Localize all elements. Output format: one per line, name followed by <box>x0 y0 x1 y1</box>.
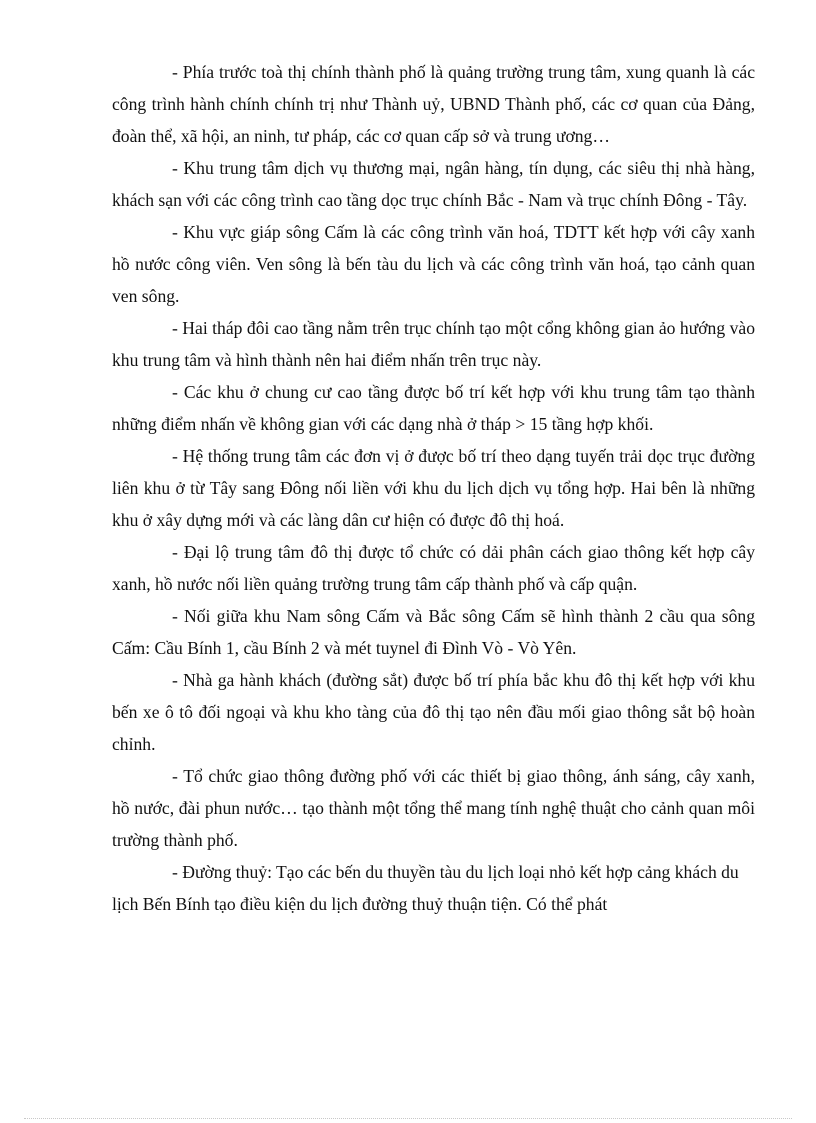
paragraph-city-hall-square: - Phía trước toà thị chính thành phố là quảng trường trung tâm, xung quanh là các công trình hành chính chính trị như Thành uỷ, UBND Thành phố, các cơ quan của Đảng, đoàn thể, xã hội, an ninh, tư pháp, các cơ quan cấp sở và trung ương… <box>112 62 755 146</box>
paragraph-waterway: - Đường thuỷ: Tạo các bến du thuyền tàu du lịch loại nhỏ kết hợp cảng khách du lịch Bến Bính tạo điều kiện du lịch đường thuỷ thuận tiện. Có thể phát <box>112 862 739 914</box>
paragraph-high-rise-apartments: - Các khu ở chung cư cao tầng được bố trí kết hợp với khu trung tâm tạo thành những điểm nhấn về không gian với các dạng nhà ở tháp > 15 tầng hợp khối. <box>112 382 755 434</box>
paragraph-residential-centers: - Hệ thống trung tâm các đơn vị ở được bố trí theo dạng tuyến trải dọc trục đường liên khu ở từ Tây sang Đông nối liền với khu du lịch dịch vụ tổng hợp. Hai bên là những khu ở xây dựng mới và các làng dân cư hiện có được đô thị hoá. <box>112 446 755 530</box>
paragraph-commercial-center: - Khu trung tâm dịch vụ thương mại, ngân hàng, tín dụng, các siêu thị nhà hàng, khách sạn với các công trình cao tầng dọc trục chính Bắc - Nam và trục chính Đông - Tây. <box>112 158 755 210</box>
paragraph-street-traffic: - Tổ chức giao thông đường phố với các thiết bị giao thông, ánh sáng, cây xanh, hồ nước, đài phun nước… tạo thành một tổng thể mang tính nghệ thuật cho cảnh quan môi trường thành phố. <box>112 766 755 850</box>
document-body <box>112 56 755 920</box>
paragraph-twin-towers: - Hai tháp đôi cao tầng nằm trên trục chính tạo một cổng không gian ảo hướng vào khu trung tâm và hình thành nên hai điểm nhấn trên trục này. <box>112 318 755 370</box>
paragraph-railway-station: - Nhà ga hành khách (đường sắt) được bố trí phía bắc khu đô thị kết hợp với khu bến xe ô tô đối ngoại và khu kho tàng của đô thị tạo nên đầu mối giao thông sắt bộ hoàn chỉnh. <box>112 670 755 754</box>
paragraph-central-boulevard: - Đại lộ trung tâm đô thị được tổ chức có dải phân cách giao thông kết hợp cây xanh, hồ nước nối liền quảng trường trung tâm cấp thành phố và cấp quận. <box>112 542 755 594</box>
page-bottom-divider <box>24 1118 792 1119</box>
paragraph-cam-river-area: - Khu vực giáp sông Cấm là các công trình văn hoá, TDTT kết hợp với cây xanh hồ nước công viên. Ven sông là bến tàu du lịch và các công trình văn hoá, tạo cảnh quan ven sông. <box>112 222 755 306</box>
paragraph-river-bridges: - Nối giữa khu Nam sông Cấm và Bắc sông Cấm sẽ hình thành 2 cầu qua sông Cấm: Cầu Bính 1, cầu Bính 2 và mét tuynel đi Đình Vò - Vò Yên. <box>112 606 755 658</box>
